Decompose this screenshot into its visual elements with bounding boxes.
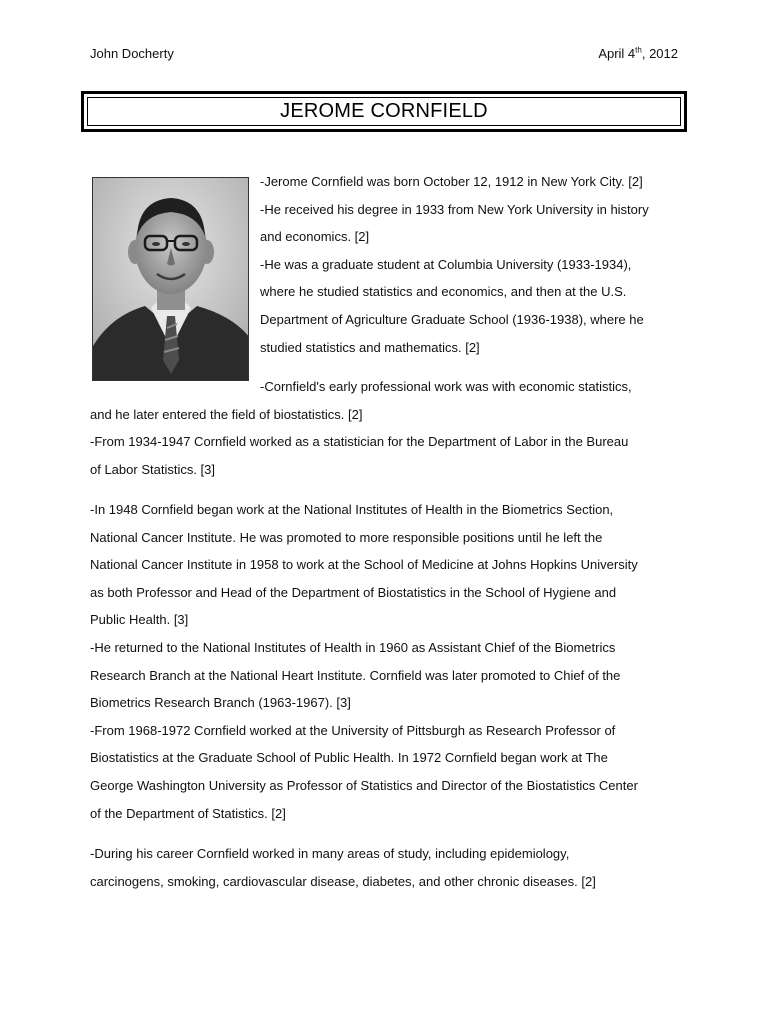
text-line: -He received his degree in 1933 from New York University in history [260, 201, 649, 217]
portrait-photo [92, 177, 249, 381]
text-line: National Cancer Institute in 1958 to work at the School of Medicine at Johns Hopkins University [90, 557, 638, 573]
title-box [81, 91, 687, 132]
text-line: -In 1948 Cornfield began work at the National Institutes of Health in the Biometrics Section, [90, 502, 614, 517]
paragraph-2 [90, 373, 632, 483]
text-line: -Jerome Cornfield was born October 12, 1912 in New York City. [2] [260, 174, 643, 189]
header-author: John Docherty [90, 46, 174, 61]
text-line: of Labor Statistics. [3] [90, 461, 216, 477]
text-line: George Washington University as Professor of Statistics and Director of the Biostatistics Center [90, 777, 638, 793]
header-date-suffix: , 2012 [641, 46, 678, 61]
portrait-photo-icon [93, 178, 249, 381]
text-line: Public Health. [3] [90, 612, 189, 628]
text-line: studied statistics and mathematics. [2] [260, 339, 480, 355]
text-line: -Cornfield's early professional work was with economic statistics, [260, 379, 632, 394]
text-line: -From 1968-1972 Cornfield worked at the University of Pittsburgh as Research Professor of [90, 722, 616, 738]
text-line: -He returned to the National Institutes of Health in 1960 as Assistant Chief of the Biometrics [90, 639, 616, 655]
text-line: Biometrics Research Branch (1963-1967). [3] [90, 695, 351, 711]
header-date-sup: th [635, 45, 642, 55]
paragraph-1 [260, 168, 649, 361]
text-line: Biostatistics at the Graduate School of Public Health. In 1972 Cornfield began work at The [90, 750, 608, 766]
text-line: where he studied statistics and economics, and then at the U.S. [260, 284, 627, 300]
page-title: JEROME CORNFIELD [280, 100, 488, 122]
header-date-prefix: April 4 [598, 46, 636, 61]
text-line: -During his career Cornfield worked in many areas of study, including epidemiology, [90, 846, 570, 861]
text-line: Department of Agriculture Graduate School (1936-1938), where he [260, 311, 644, 327]
title-box-inner [87, 97, 681, 126]
text-line: as both Professor and Head of the Department of Biostatistics in the School of Hygiene and [90, 584, 617, 600]
text-line: and economics. [2] [260, 229, 370, 245]
header-date [598, 46, 678, 62]
text-line: National Cancer Institute. He was promoted to more responsible positions until he left the [90, 529, 603, 545]
text-line: carcinogens, smoking, cardiovascular disease, diabetes, and other chronic diseases. [2] [90, 873, 596, 889]
text-line: of the Department of Statistics. [2] [90, 805, 286, 821]
text-line: and he later entered the field of biostatistics. [2] [90, 406, 363, 422]
text-line: -From 1934-1947 Cornfield worked as a statistician for the Department of Labor in the Bureau [90, 434, 629, 450]
text-line: -He was a graduate student at Columbia University (1933-1934), [260, 256, 632, 272]
text-line: Research Branch at the National Heart Institute. Cornfield was later promoted to Chief of the [90, 667, 621, 683]
paragraph-4 [90, 840, 596, 895]
paragraph-3 [90, 496, 638, 827]
